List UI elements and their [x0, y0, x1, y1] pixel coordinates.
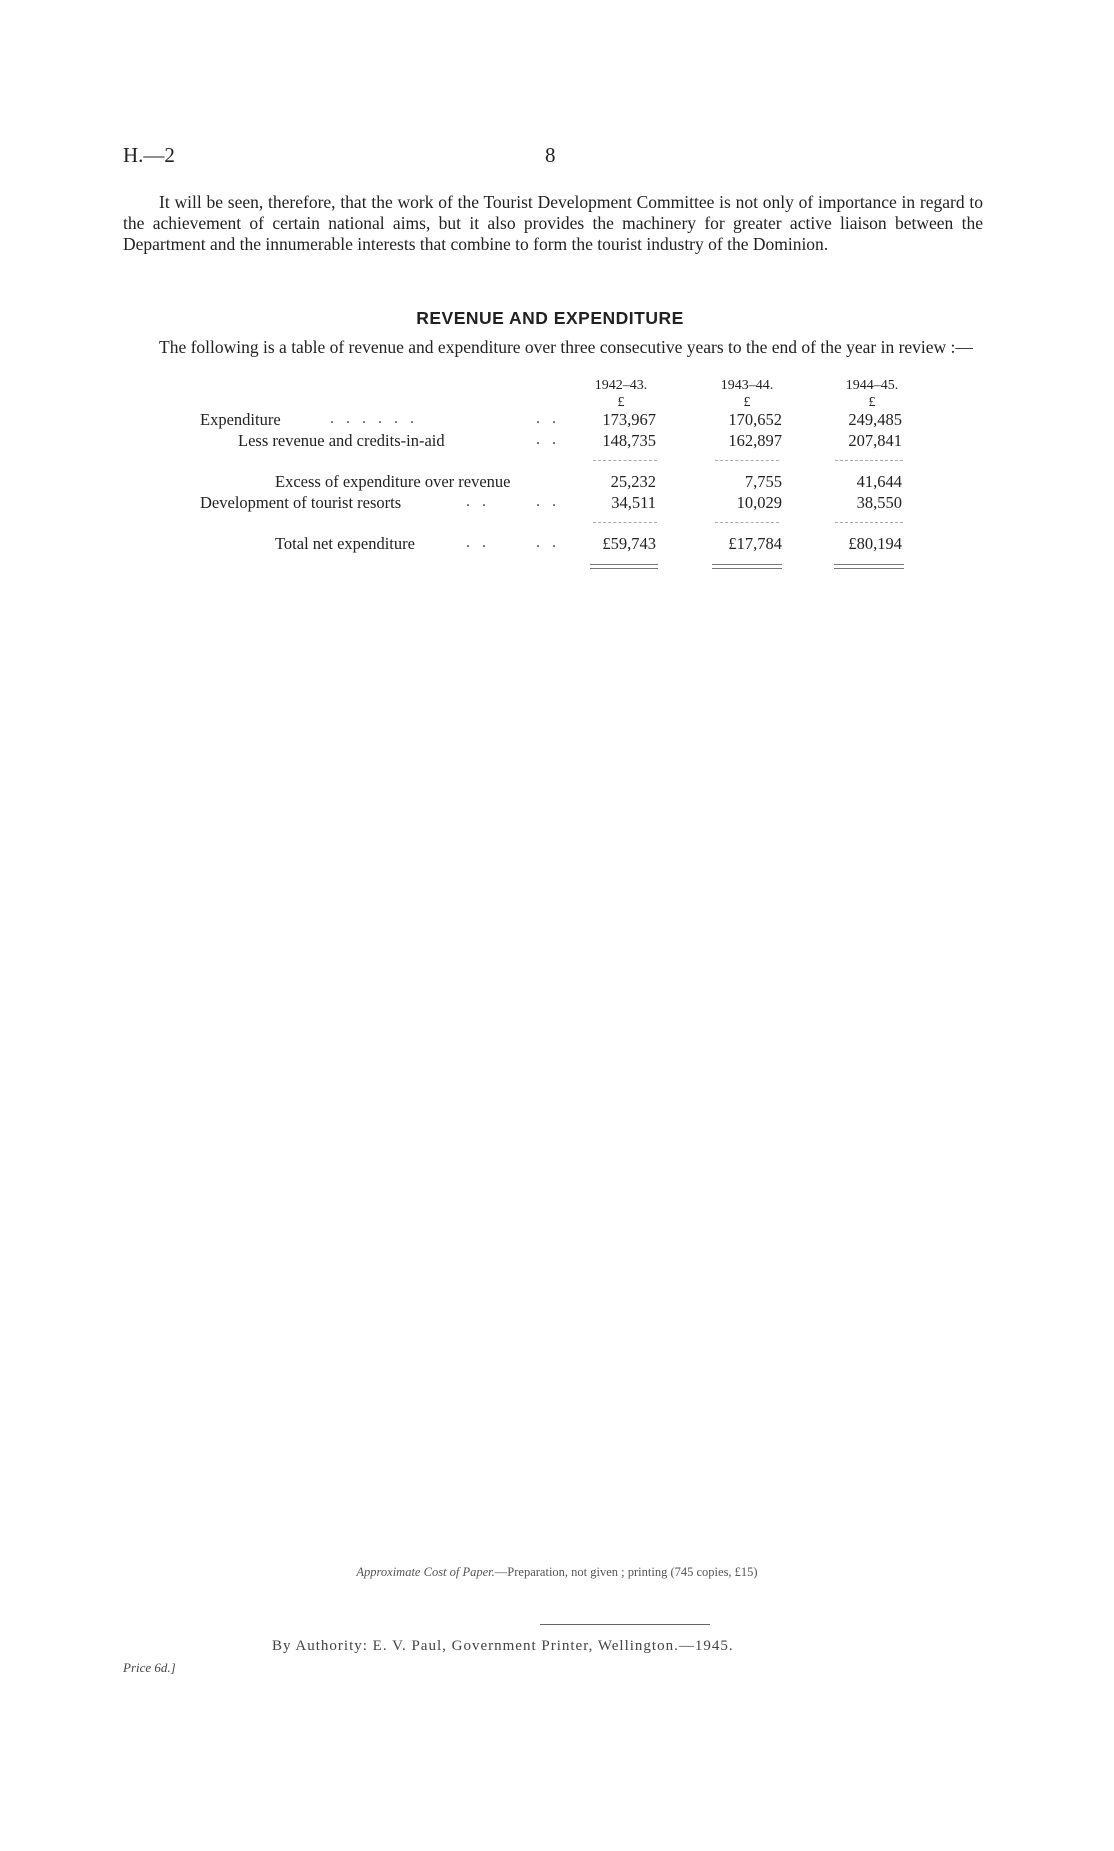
cell-development-1942: 34,511: [611, 493, 656, 512]
column-year: 1944–45.: [845, 378, 899, 393]
price-note: Price 6d.]: [123, 1660, 176, 1675]
column-year: 1942–43.: [594, 378, 648, 393]
leader-dots: . .: [466, 534, 490, 551]
cell-less-revenue-1942: 148,735: [602, 431, 656, 450]
printing-cost-note: [0, 1565, 1114, 1580]
column-unit: £: [743, 395, 751, 410]
page-number: 8: [545, 143, 556, 167]
footer-rule: [540, 1624, 710, 1625]
cell-expenditure-1942: 173,967: [602, 410, 656, 429]
subtotal-rule: [715, 460, 779, 461]
cell-excess-1944: 41,644: [856, 472, 902, 491]
cell-excess-1942: 25,232: [610, 472, 656, 491]
subtotal-rule: [715, 522, 779, 523]
subtotal-rule: [593, 460, 657, 461]
cell-excess-1943: 7,755: [744, 472, 782, 491]
column-year: 1943–44.: [720, 378, 774, 393]
document-reference: H.—2: [123, 143, 175, 167]
cell-total-1944: £80,194: [848, 534, 902, 553]
row-label-excess: Excess of expenditure over revenue: [275, 472, 511, 491]
section-heading: REVENUE AND EXPENDITURE: [416, 308, 684, 328]
leader-dots: . .: [536, 410, 560, 427]
leader-dots: . .: [536, 431, 560, 448]
leader-dots: . .: [536, 534, 560, 551]
cell-expenditure-1943: 170,652: [728, 410, 782, 429]
total-double-rule: [590, 568, 658, 569]
cell-total-1943: £17,784: [728, 534, 782, 553]
subtotal-rule: [835, 522, 903, 523]
cost-label: Approximate Cost of Paper.: [356, 1565, 495, 1579]
column-unit: £: [868, 395, 876, 410]
row-label-less-revenue: Less revenue and credits-in-aid: [238, 431, 445, 450]
cost-text: —Preparation, not given ; printing (745 copies, £15): [494, 1565, 758, 1579]
leader-dots: . .: [536, 493, 560, 510]
column-header-1944: [822, 377, 922, 411]
row-label-development: Development of tourist resorts: [200, 493, 402, 512]
total-double-rule: [712, 564, 782, 565]
column-unit: £: [617, 395, 625, 410]
column-header-1942: [571, 377, 671, 411]
subtotal-rule: [593, 522, 657, 523]
subtotal-rule: [835, 460, 903, 461]
total-double-rule: [834, 564, 904, 565]
column-header-1943: [697, 377, 797, 411]
total-double-rule: [590, 564, 658, 565]
cell-total-1942: £59,743: [602, 534, 656, 553]
table-intro: The following is a table of revenue and expenditure over three consecutive years to the end of the year in review :—: [159, 337, 973, 357]
cell-expenditure-1944: 249,485: [848, 410, 902, 429]
total-double-rule: [834, 568, 904, 569]
leader-dots: . .: [466, 493, 490, 510]
cell-development-1943: 10,029: [736, 493, 782, 512]
cell-development-1944: 38,550: [856, 493, 902, 512]
printer-authority: By Authority: E. V. Paul, Government Printer, Wellington.—1945.: [272, 1638, 734, 1654]
cell-less-revenue-1943: 162,897: [728, 431, 782, 450]
leader-dots: . . . . . .: [330, 410, 418, 427]
row-label-total: Total net expenditure: [275, 534, 415, 553]
cell-less-revenue-1944: 207,841: [848, 431, 902, 450]
row-label-expenditure: Expenditure: [200, 410, 281, 429]
total-double-rule: [712, 568, 782, 569]
body-paragraph: It will be seen, therefore, that the work of the Tourist Development Committee is not only of importance in regard to the achievement of certain national aims, but it also provides the machinery for greater active liaison between the Department and the innumerable interests that combine to form the tourist industry of the Dominion.: [123, 192, 983, 254]
